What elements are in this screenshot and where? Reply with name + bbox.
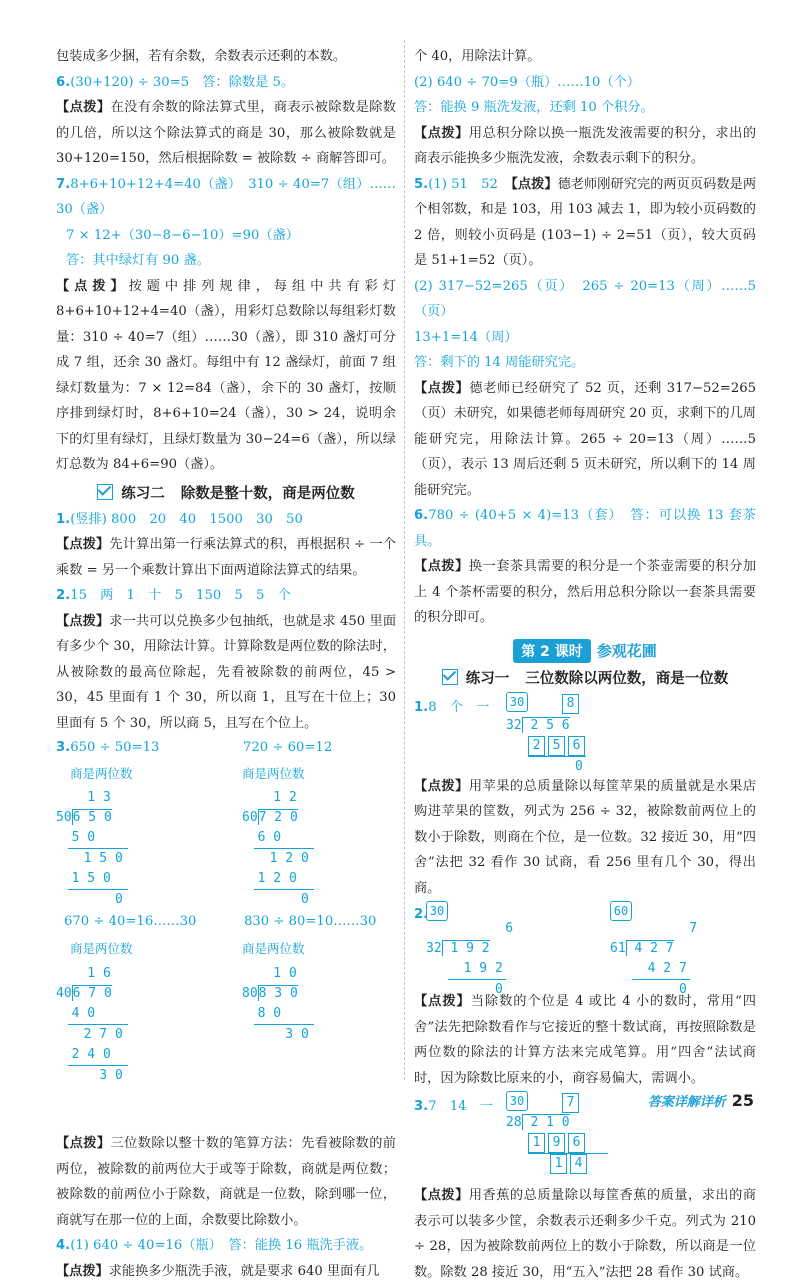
lesson-badge: 第 2 课时 bbox=[513, 639, 591, 663]
caption: 商是两位数 bbox=[242, 766, 305, 781]
tip-4-2: 【点拨】用总积分除以换一瓶洗发液需要的积分，求出的商表示能换多少瓶洗发液，余数表示剩下的积分。 bbox=[414, 125, 757, 166]
division-equation: 3.650 ÷ 50=13 bbox=[56, 740, 160, 755]
section-heading-2 bbox=[56, 482, 396, 503]
tip-7: 【点拨】按题中排列规律，每组中共有彩灯 8+6+10+12+4=40（盏），用彩灯总数除以每组彩灯数量：310 ÷ 40=7（组）……30（盏），即 310 盏灯可分成 7 组，还余 30 盏灯。每组中有 12 盏绿灯，前面 7 组绿灯数量为：7 × 12=84（盏），余下的 30 盏灯，按顺序排到绿灯时，8+6+10=24（盏），30 > 24，说明余下的灯里有绿灯，且绿灯数量为 30−24=6（盏），所以绿灯总数为 84+6=90（盏）。 bbox=[56, 278, 396, 472]
page-number: 25 bbox=[731, 1091, 754, 1110]
caption: 商是两位数 bbox=[242, 941, 305, 956]
long-division-256-32: 30 8 32 2 5 6 2 5 6 0 bbox=[506, 692, 588, 777]
practice-answer-1: 1.(竖排) 800 20 40 1500 30 50 bbox=[56, 511, 303, 527]
section-subtitle: 三位数除以两位数，商是一位数 bbox=[525, 670, 729, 687]
practice-tip-1: 【点拨】先计算出第一行乘法算式的积，再根据积 ÷ 一个乘数 = 另一个乘数计算出下面两道除法算式的结果。 bbox=[56, 537, 397, 578]
answer-5-3: 13+1=14（周） bbox=[414, 329, 518, 345]
practice-tip-4: 【点拨】求能换多少瓶洗手液，就是要求 640 里面有几 bbox=[56, 1263, 380, 1279]
page-footer bbox=[648, 1091, 754, 1110]
answer-4-2: (2) 640 ÷ 70=9（瓶）……10（个） bbox=[414, 74, 640, 90]
division-equation: 720 ÷ 60=12 bbox=[243, 740, 333, 755]
left-column bbox=[56, 44, 396, 1284]
long-division-830-80: 1 0 808 3 0 8 0 3 0 bbox=[242, 964, 314, 1045]
exercise-tip-3: 【点拨】用香蕉的总质量除以每筐香蕉的质量，求出的商表示可以装多少筐，余数表示还剩多少千克。列式为 210 ÷ 28，因为被除数前两位上的数小于除数，所以商是一位数。除数 28 接近 30，用“五入”法把 28 看作 30 试商。 bbox=[414, 1188, 757, 1280]
exercise-1-answer: 1.8 个 一 bbox=[414, 699, 490, 715]
exercise-2-number: 2. bbox=[414, 907, 429, 922]
checkbox-icon bbox=[97, 484, 113, 500]
exercise-2-block bbox=[414, 901, 756, 997]
section-heading-1 bbox=[414, 667, 756, 688]
practice-tip-2: 【点拨】求一共可以兑换多少包抽纸，也就是求 450 里面有多少个 30，用除法计算。计算除数是两位数的除法时，从被除数的最高位除起，先看被除数的前两位，45 > 30，45 里面有 1 个 30，所以商 1，且写在十位上；30 里面有 5 个 30，所以商 5，且写在个位上。 bbox=[56, 613, 397, 731]
long-division-720-60: 1 2 607 2 0 6 0 1 2 0 1 2 0 0 bbox=[242, 788, 314, 910]
practice-tip-3: 【点拨】三位数除以整十数的笔算方法：先看被除数的前两位，被除数的前两位大于或等于除数，商就是两位数；被除数的前两位小于除数，商就是一位数，除到哪一位，商就写在那一位的上面，余数要比除数小。 bbox=[56, 1136, 396, 1228]
tip-5-2: 【点拨】德老师已经研究了 52 页，还剩 317−52=265（页）未研究，如果德老师每周研究 20 页，求剩下的几周能研究完，用除法计算。265 ÷ 20=13（周）……5（页），表示 13 周后还剩 5 页未研究，所以剩下的 14 周能研究完。 bbox=[414, 380, 757, 498]
long-division-427-61: 60 7 61 4 2 7 4 2 7 0 bbox=[610, 901, 697, 1000]
answer-5-2: (2) 317−52=265（页） 265 ÷ 20=13（周）……5（页） bbox=[414, 278, 756, 319]
exercise-1-block bbox=[414, 692, 756, 774]
section-title: 练习二 bbox=[121, 485, 165, 502]
long-division-192-32: 30 6 32 1 9 2 1 9 2 0 bbox=[426, 901, 513, 1000]
exercise-tip-1: 【点拨】用苹果的总质量除以每筐苹果的质量就是水果店购进苹果的筐数，列式为 256 ÷ 32，被除数前两位上的数小于除数，则商在个位，是一位数。32 接近 30，用“四舍”法把 32 看作 30 试商，看 256 里有几个 30，得出商。 bbox=[414, 778, 757, 896]
tip-6: 【点拨】在没有余数的除法算式里，商表示被除数是除数的几倍，所以这个除法算式的商是 30，那么被除数就是 30+120=150，然后根据除数 = 被除数 ÷ 商解答即可。 bbox=[56, 100, 396, 166]
checkbox-icon bbox=[442, 669, 458, 685]
exercise-tip-2: 【点拨】当除数的个位是 4 或比 4 小的数时，常用“四舍”法先把除数看作与它接近的整十数试商，再按照除数是两位数的除法的计算方法来完成笔算。用“四舍”法试商时，因为除数比原来的小，商容易偏大，需调小。 bbox=[414, 994, 756, 1086]
footer-label: 答案详解详析 bbox=[647, 1095, 726, 1110]
long-division-block bbox=[56, 736, 396, 1131]
section-subtitle: 除数是整十数，商是两位数 bbox=[180, 485, 355, 502]
exercise-3-answer: 3.7 14 一 bbox=[414, 1099, 493, 1114]
answer-6: 6.(30+120) ÷ 30=5 答：除数是 5。 bbox=[56, 74, 295, 90]
long-division-650-50: 1 3 506 5 0 5 0 1 5 0 1 5 0 0 bbox=[56, 788, 128, 910]
answer-4-3: 答：能换 9 瓶洗发液，还剩 10 个积分。 bbox=[414, 100, 654, 115]
answer-5-4: 答：剩下的 14 周能研究完。 bbox=[414, 355, 585, 370]
lesson-heading bbox=[414, 639, 756, 663]
division-equation: 830 ÷ 80=10……30 bbox=[244, 914, 377, 929]
answer-7-line2: 7 × 12+（30−8−6−10）=90（盏） bbox=[66, 227, 299, 243]
caption: 商是两位数 bbox=[70, 941, 133, 956]
section-title: 练习一 bbox=[465, 670, 510, 687]
text-line: 个 40，用除法计算。 bbox=[414, 49, 541, 64]
division-equation: 670 ÷ 40=16……30 bbox=[64, 914, 197, 929]
answer-7: 7.8+6+10+12+4=40（盏） 310 ÷ 40=7（组）……30（盏） bbox=[56, 176, 396, 217]
lesson-title: 参观花圃 bbox=[596, 642, 657, 660]
tip-6: 【点拨】换一套茶具需要的积分是一个茶壶需要的积分加上 4 个茶杯需要的积分，然后用总积分除以一套茶具需要的积分即可。 bbox=[414, 559, 757, 625]
practice-answer-2: 2.15 两 1 十 5 150 5 5 个 bbox=[56, 588, 291, 603]
answer-5: 5.(1) 51 52 【点拨】德老师刚研究完的两页页码数是两个相邻数，和是 103，用 103 减去 1，即为较小页码数的 2 倍，则较小页码是 (103−1) ÷ 2=51（页），较大页码是 51+1=52（页）。 bbox=[414, 176, 757, 268]
caption: 商是两位数 bbox=[70, 766, 133, 781]
text-line: 包装成多少捆，若有余数，余数表示还剩的本数。 bbox=[56, 49, 347, 64]
column-divider bbox=[404, 40, 405, 1080]
practice-answer-4: 4.(1) 640 ÷ 40=16（瓶） 答：能换 16 瓶洗手液。 bbox=[56, 1238, 373, 1253]
long-division-670-40: 1 6 406 7 0 4 0 2 7 0 2 4 0 3 0 bbox=[56, 964, 128, 1086]
answer-6: 6.780 ÷ (40+5 × 4)=13（套） 答：可以换 13 套茶具。 bbox=[414, 508, 756, 549]
long-division-210-28: 30 7 28 2 1 0 1 9 6 1 4 bbox=[506, 1091, 608, 1174]
answer-7-line3: 答：其中绿灯有 90 盏。 bbox=[66, 253, 210, 268]
